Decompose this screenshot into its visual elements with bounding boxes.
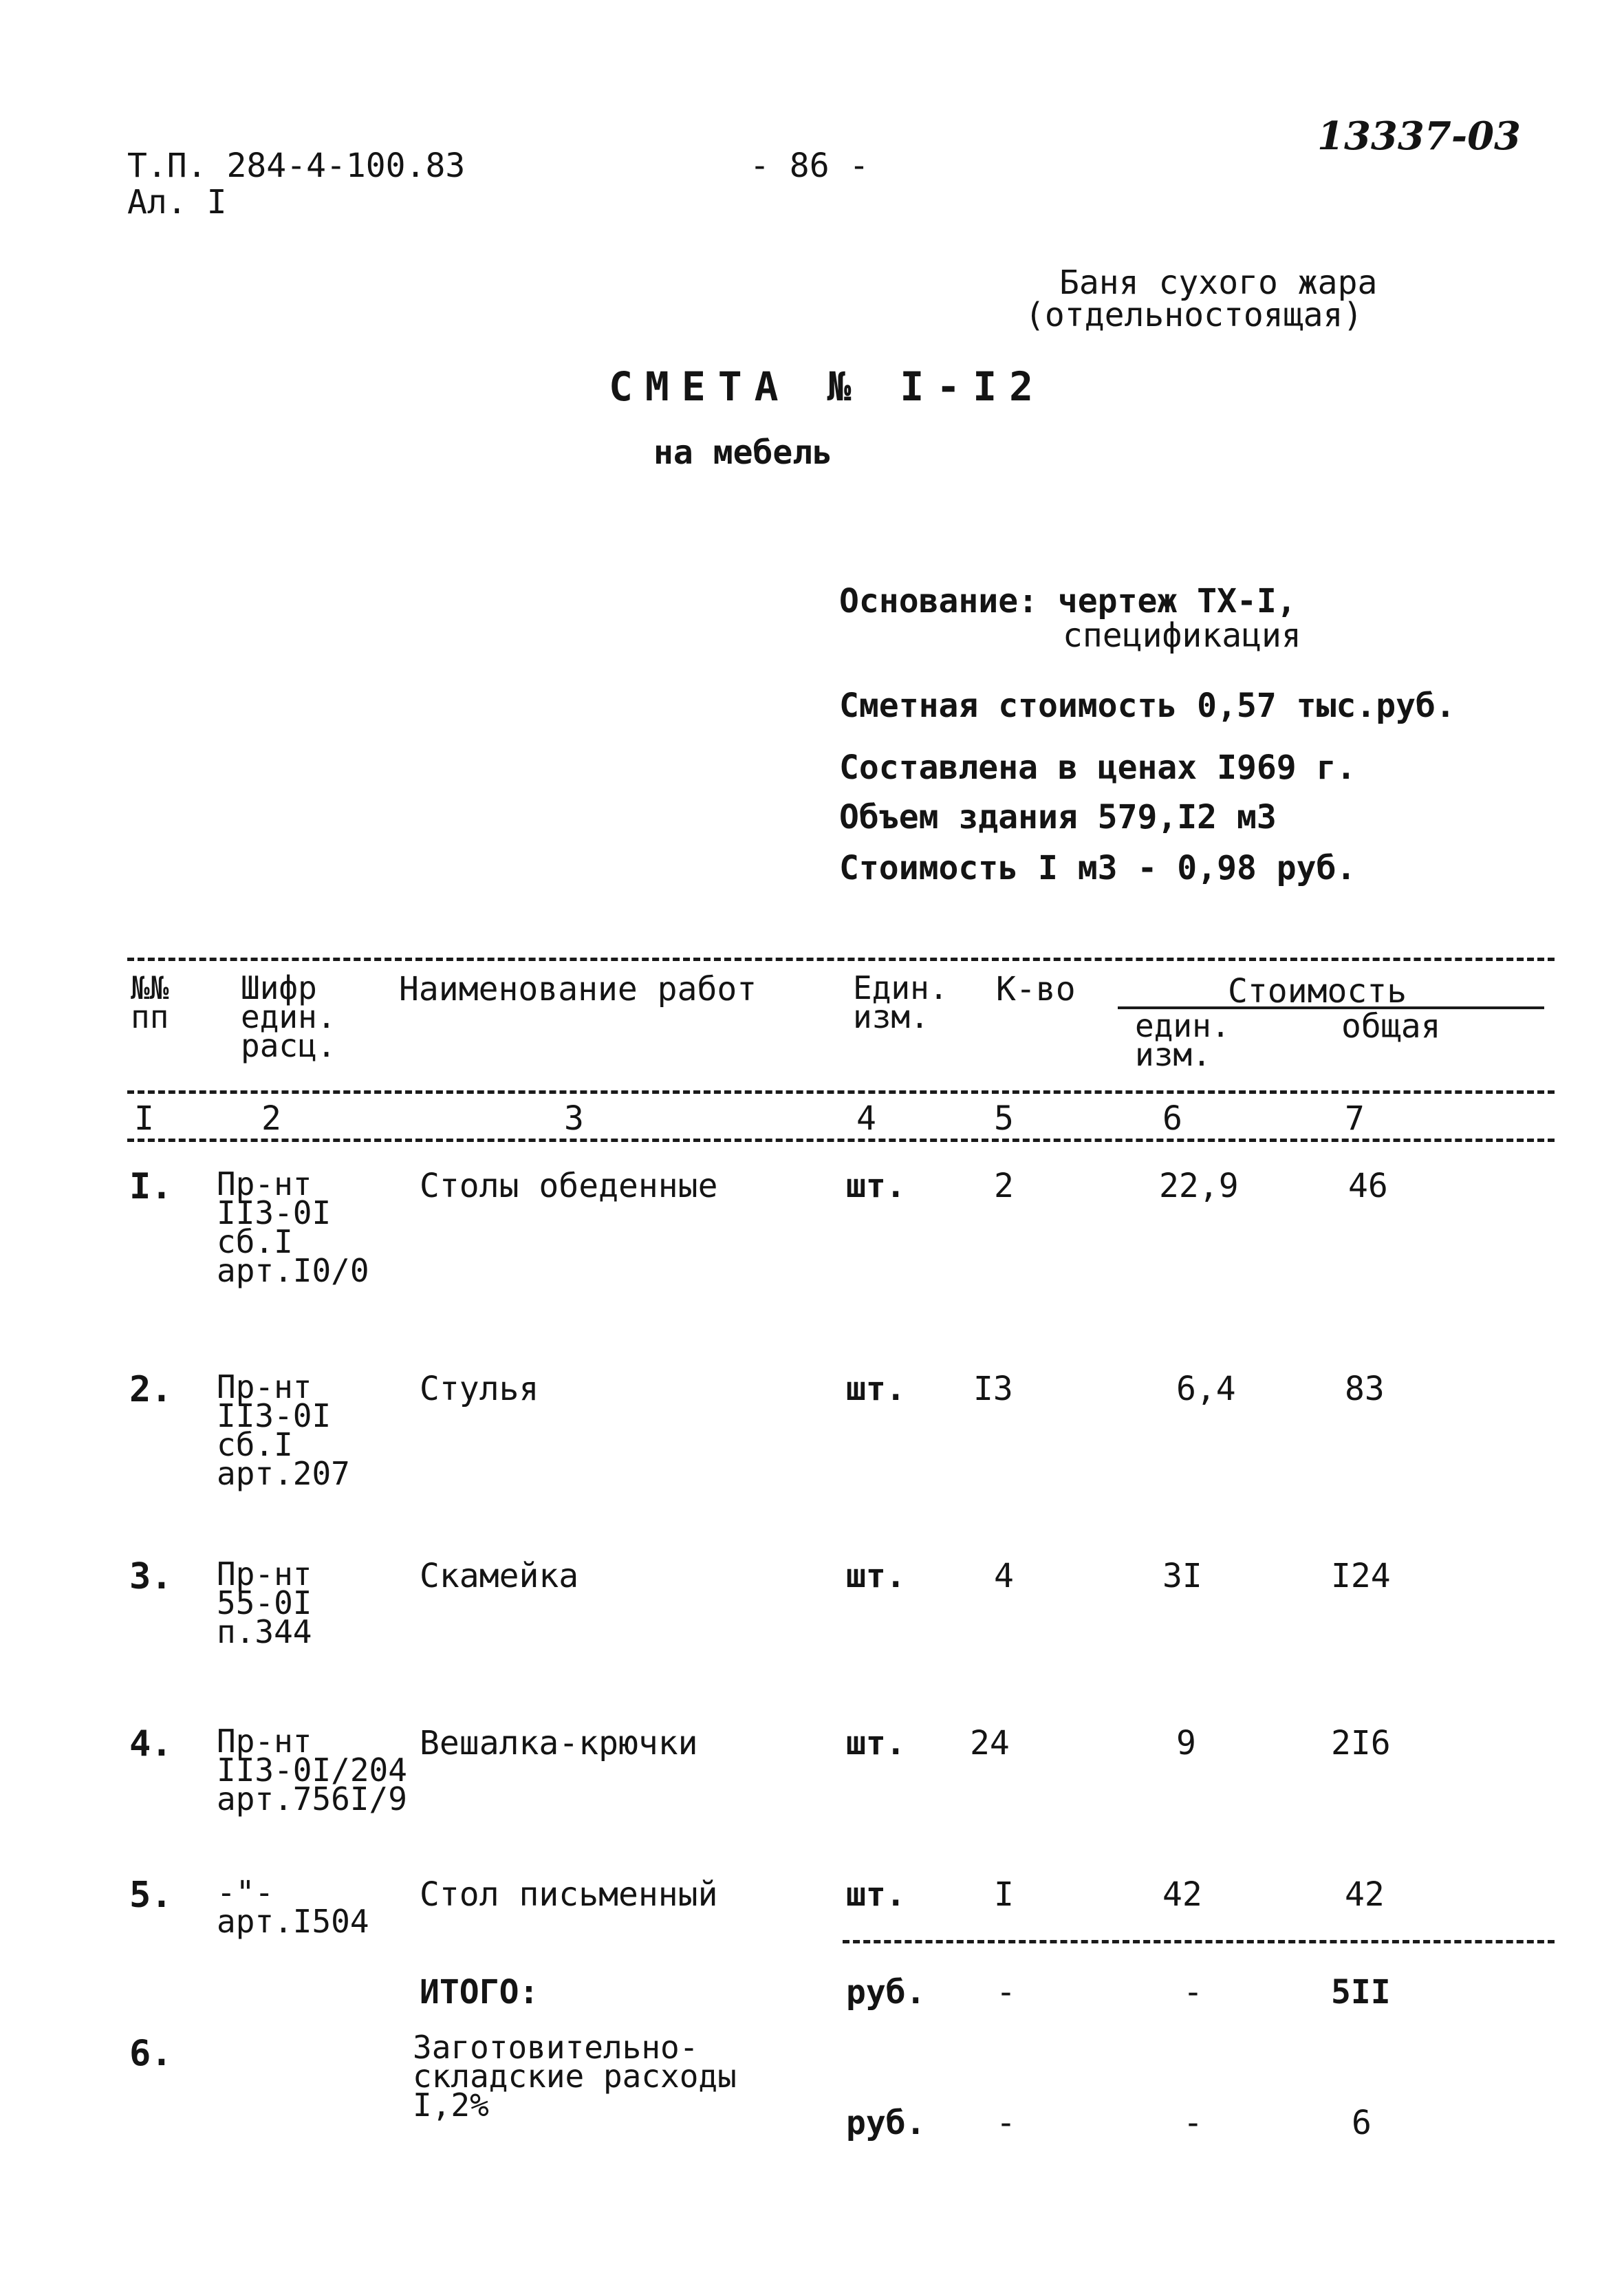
row-name: Стулья [420, 1370, 539, 1408]
row-number: I. [129, 1166, 173, 1207]
price-basis: Составлена в ценах I969 г. [839, 748, 1356, 787]
colnum-5: 5 [994, 1099, 1014, 1138]
row-name: Столы обеденные [420, 1167, 718, 1205]
subtotal-unit-cost: - [1183, 1973, 1203, 2012]
row-unit: руб. [846, 2104, 926, 2142]
estimate-subtitle: на мебель [653, 433, 833, 472]
page-number: - 86 - [750, 147, 869, 185]
row-number: 2. [129, 1369, 173, 1410]
row-code: Пр-нт II3-0I сб.I арт.I0/0 [217, 1165, 369, 1289]
row-total: 6 [1352, 2104, 1372, 2142]
basis-line2: спецификация [1063, 616, 1301, 655]
row-name: Вешалка-крючки [420, 1724, 698, 1762]
row-total: 2I6 [1331, 1724, 1391, 1762]
row-code: -"- арт.I504 [217, 1874, 369, 1940]
row-total: 46 [1348, 1167, 1388, 1205]
row-number: 6. [129, 2033, 173, 2074]
row-name: Заготовительно- складские расходы I,2% [413, 2029, 737, 2124]
colnum-2: 2 [261, 1099, 281, 1138]
row-unit-cost: 42 [1162, 1875, 1202, 1914]
document-code: Т.П. 284-4-100.83 [127, 147, 466, 185]
subtotal-total: 5II [1331, 1973, 1391, 2012]
row-number: 4. [129, 1723, 173, 1765]
row-qty: I3 [973, 1370, 1013, 1408]
header-col1: №№ пп [131, 969, 169, 1035]
colnum-3: 3 [564, 1099, 584, 1138]
subtotal-unit: руб. [846, 1973, 926, 2012]
estimated-cost: Сметная стоимость 0,57 тыс.руб. [839, 687, 1455, 725]
row-unit: шт. [846, 1557, 906, 1595]
row-unit: шт. [846, 1167, 906, 1205]
row-unit: шт. [846, 1370, 906, 1408]
subtotal-qty: - [996, 1973, 1016, 2012]
row-unit-cost: 9 [1176, 1724, 1196, 1762]
basis-line1: Основание: чертеж ТХ-I, [839, 582, 1297, 621]
sheet-label: Ал. I [127, 183, 227, 222]
row-name: Скамейка [420, 1557, 579, 1595]
row-code: Пр-нт II3-0I сб.I арт.207 [217, 1368, 350, 1492]
row-total: I24 [1331, 1557, 1391, 1595]
header-col6: един. изм. [1135, 1007, 1231, 1073]
row-qty: - [996, 2104, 1016, 2142]
row-number: 3. [129, 1556, 173, 1597]
header-bottom-rule [127, 1090, 1555, 1094]
colnum-6: 6 [1162, 1099, 1182, 1138]
table-top-rule [127, 958, 1555, 961]
row-unit: шт. [846, 1875, 906, 1914]
subtotal-label: ИТОГО: [420, 1973, 539, 2012]
row-unit-cost: 22,9 [1159, 1167, 1239, 1205]
row-qty: I [994, 1875, 1014, 1914]
subtotal-rule [843, 1940, 1555, 1943]
header-col4: Един. изм. [853, 969, 949, 1035]
cost-per-m3: Стоимость I м3 - 0,98 руб. [839, 849, 1356, 887]
archive-number: 13337-03 [1317, 114, 1521, 159]
row-total: 42 [1345, 1875, 1385, 1914]
building-volume: Объем здания 579,I2 м3 [839, 798, 1277, 837]
estimate-title: СМЕТА № I-I2 [609, 363, 1046, 410]
colnum-bottom-rule [127, 1139, 1555, 1142]
object-name-line1: Баня сухого жара [1059, 263, 1378, 302]
colnum-1: I [134, 1099, 154, 1138]
row-code: Пр-нт II3-0I/204 арт.756I/9 [217, 1723, 407, 1818]
colnum-7: 7 [1345, 1099, 1365, 1138]
header-col7: общая [1341, 1007, 1441, 1046]
row-number: 5. [129, 1875, 173, 1916]
header-cost-group: Стоимость [1228, 972, 1407, 1011]
header-col5: К-во [996, 970, 1076, 1009]
row-qty: 4 [994, 1557, 1014, 1595]
row-code: Пр-нт 55-0I п.344 [217, 1555, 312, 1650]
row-total: 83 [1345, 1370, 1385, 1408]
row-name: Стол письменный [420, 1875, 718, 1914]
row-unit-cost: 6,4 [1176, 1370, 1236, 1408]
row-unit-cost: - [1183, 2104, 1203, 2142]
row-qty: 24 [970, 1724, 1010, 1762]
header-col2: Шифр един. расц. [241, 969, 336, 1064]
object-name-line2: (отдельностоящая) [1025, 296, 1363, 334]
colnum-4: 4 [856, 1099, 876, 1138]
row-qty: 2 [994, 1167, 1014, 1205]
row-unit: шт. [846, 1724, 906, 1762]
header-col3: Наименование работ [399, 970, 757, 1009]
row-unit-cost: 3I [1162, 1557, 1202, 1595]
